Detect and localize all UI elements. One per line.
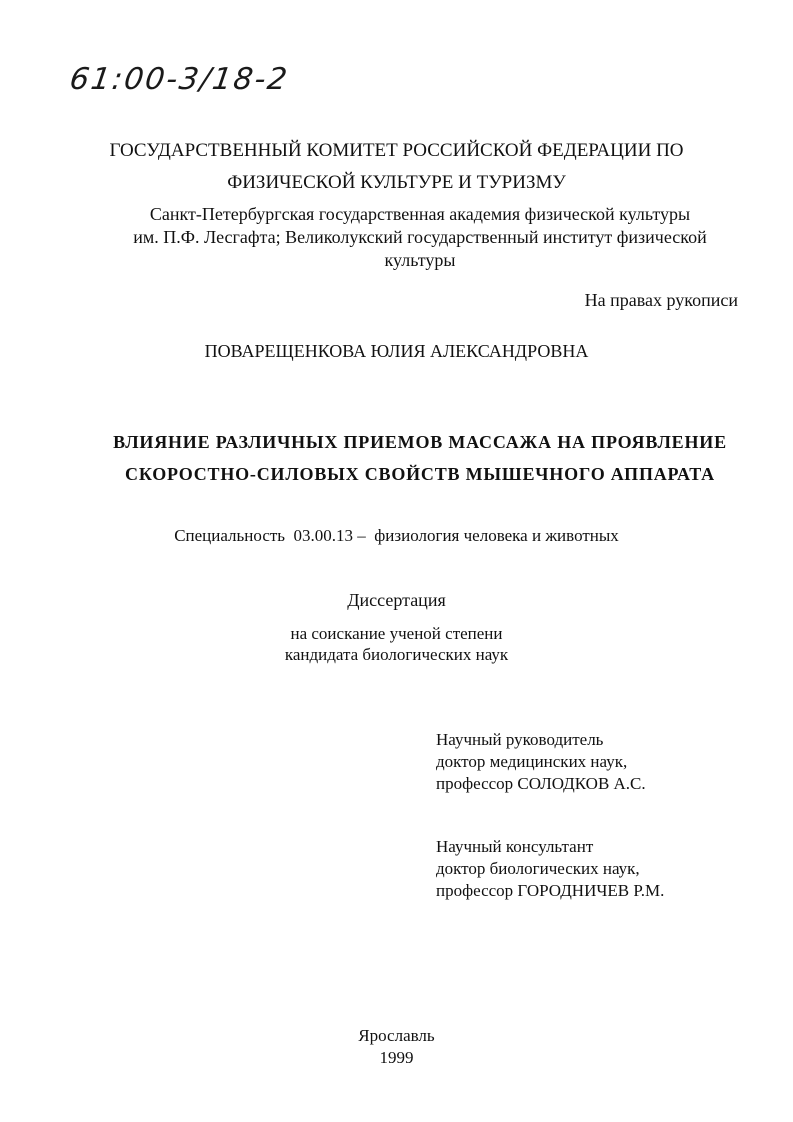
year: 1999 [379, 1048, 414, 1067]
degree-line-2: кандидата биологических наук [284, 645, 509, 664]
consultant-name: профессор ГОРОДНИЧЕВ Р.М. [436, 881, 665, 900]
consultant-degree: доктор биологических наук, [436, 859, 640, 878]
committee-heading [0, 135, 793, 199]
specialty-line: Специальность 03.00.13 – физиология человека и животных [174, 526, 619, 545]
consultant-role: Научный консультант [436, 837, 594, 856]
consultant-block [436, 836, 664, 902]
supervisor-degree: доктор медицинских наук, [436, 752, 628, 771]
degree-line-1: на соискание ученой степени [290, 624, 503, 643]
committee-line-1: ГОСУДАРСТВЕННЫЙ КОМИТЕТ РОССИЙСКОЙ ФЕДЕРАЦИИ ПО [109, 140, 684, 161]
supervisor-role: Научный руководитель [436, 730, 604, 749]
supervisor-block [436, 729, 646, 795]
institutions-block [100, 203, 740, 272]
committee-line-2: ФИЗИЧЕСКОЙ КУЛЬТУРЕ И ТУРИЗМУ [227, 172, 566, 193]
handwritten-archive-number: 61:00-3/18-2 [67, 62, 292, 97]
title-line-1: ВЛИЯНИЕ РАЗЛИЧНЫХ ПРИЕМОВ МАССАЖА НА ПРОЯВЛЕНИЕ [113, 432, 727, 452]
city-year-block [0, 1025, 793, 1069]
institutions-line-2: им. П.Ф. Лесгафта; Великолукский государственный институт физической [133, 227, 707, 247]
institutions-line-3: культуры [384, 250, 456, 270]
dissertation-title [40, 426, 793, 490]
manuscript-rights-note: На правах рукописи [584, 290, 738, 310]
institutions-line-1: Санкт-Петербургская государственная академия физической культуры [149, 204, 691, 224]
city: Ярославль [358, 1026, 435, 1045]
degree-block [0, 623, 793, 665]
author-name: ПОВАРЕЩЕНКОВА ЮЛИЯ АЛЕКСАНДРОВНА [204, 341, 589, 361]
supervisor-name: профессор СОЛОДКОВ А.С. [436, 774, 646, 793]
title-line-2: СКОРОСТНО-СИЛОВЫХ СВОЙСТВ МЫШЕЧНОГО АППАРАТА [125, 464, 715, 484]
dissertation-label: Диссертация [347, 590, 446, 610]
